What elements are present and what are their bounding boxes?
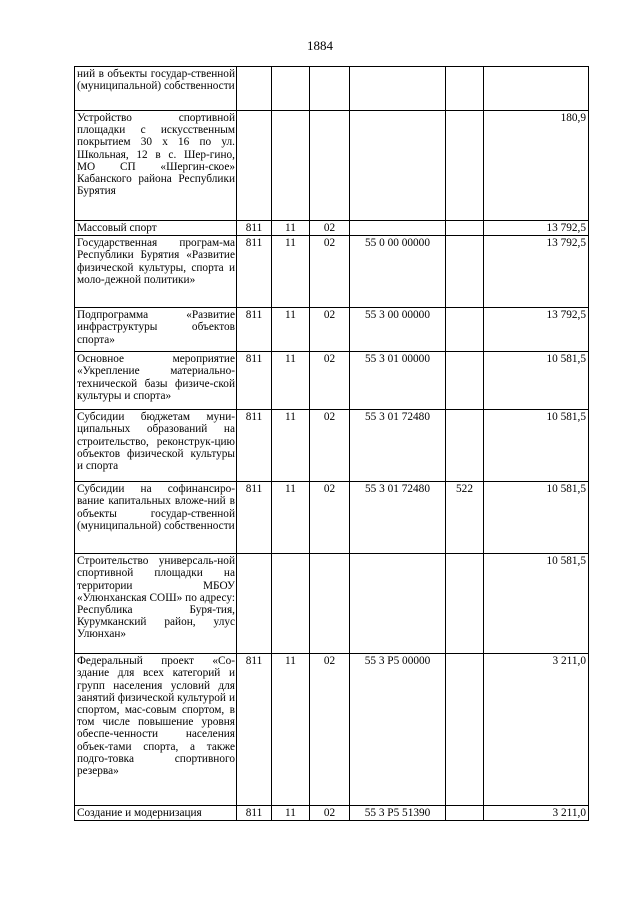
rz-cell: 11 xyxy=(272,654,310,806)
ved-cell: 811 xyxy=(237,352,272,410)
rz-cell: 11 xyxy=(272,308,310,352)
sum-cell xyxy=(484,67,589,111)
row-name-cell: Субсидии на софинансиро-вание капитальных вложе-ний в объекты государ-ственной (муниципальной) собственности xyxy=(75,482,237,554)
ved-cell xyxy=(237,554,272,654)
vr-cell: 522 xyxy=(446,482,484,554)
csr-cell: 55 3 01 00000 xyxy=(350,352,446,410)
table-row xyxy=(75,221,589,236)
csr-cell xyxy=(350,67,446,111)
table-row xyxy=(75,554,589,654)
rz-cell: 11 xyxy=(272,221,310,236)
table-row xyxy=(75,352,589,410)
pr-cell: 02 xyxy=(310,410,350,482)
budget-table xyxy=(74,66,589,821)
vr-cell xyxy=(446,221,484,236)
sum-cell: 13 792,5 xyxy=(484,308,589,352)
csr-cell: 55 3 00 00000 xyxy=(350,308,446,352)
row-name-cell: Подпрограмма «Развитие инфраструктуры объектов спорта» xyxy=(75,308,237,352)
ved-cell: 811 xyxy=(237,410,272,482)
rz-cell: 11 xyxy=(272,806,310,821)
vr-cell xyxy=(446,410,484,482)
row-name-cell: Федеральный проект «Со-здание для всех категорий и групп населения условий для занятий физической культурой и спортом, мас-совым спортом, в том числе повышение уровня обеспе-ченности населения объек-тами спорта, а также подго-товка спортивного резерва» xyxy=(75,654,237,806)
csr-cell xyxy=(350,221,446,236)
sum-cell: 10 581,5 xyxy=(484,554,589,654)
vr-cell xyxy=(446,111,484,221)
ved-cell: 811 xyxy=(237,482,272,554)
rz-cell xyxy=(272,67,310,111)
table-row xyxy=(75,654,589,806)
vr-cell xyxy=(446,308,484,352)
table-row xyxy=(75,236,589,308)
row-name-cell: Устройство спортивной площадки с искусственным покрытием 30 х 16 по ул. Школьная, 12 в с. Шер-гино, МО СП «Шергин-ское» Кабанского района Республики Бурятия xyxy=(75,111,237,221)
table-row xyxy=(75,308,589,352)
sum-cell: 10 581,5 xyxy=(484,352,589,410)
pr-cell: 02 xyxy=(310,654,350,806)
csr-cell xyxy=(350,111,446,221)
vr-cell xyxy=(446,806,484,821)
pr-cell xyxy=(310,111,350,221)
ved-cell: 811 xyxy=(237,221,272,236)
sum-cell: 3 211,0 xyxy=(484,806,589,821)
csr-cell: 55 0 00 00000 xyxy=(350,236,446,308)
pr-cell xyxy=(310,554,350,654)
ved-cell: 811 xyxy=(237,308,272,352)
ved-cell xyxy=(237,111,272,221)
table-row xyxy=(75,482,589,554)
rz-cell: 11 xyxy=(272,352,310,410)
csr-cell: 55 3 P5 51390 xyxy=(350,806,446,821)
row-name-cell: Массовый спорт xyxy=(75,221,237,236)
row-name-cell: Создание и модернизация xyxy=(75,806,237,821)
csr-cell: 55 3 01 72480 xyxy=(350,410,446,482)
pr-cell xyxy=(310,67,350,111)
sum-cell: 10 581,5 xyxy=(484,410,589,482)
vr-cell xyxy=(446,236,484,308)
page-number: 1884 xyxy=(307,38,333,53)
row-name-cell: Государственная програм-ма Республики Бурятия «Развитие физической культуры, спорта и моло-дежной политики» xyxy=(75,236,237,308)
rz-cell: 11 xyxy=(272,236,310,308)
pr-cell: 02 xyxy=(310,308,350,352)
row-name-cell: Субсидии бюджетам муни-ципальных образований на строительство, реконструк-цию объектов физической культуры и спорта xyxy=(75,410,237,482)
table-row xyxy=(75,806,589,821)
pr-cell: 02 xyxy=(310,482,350,554)
table-row xyxy=(75,111,589,221)
csr-cell xyxy=(350,554,446,654)
sum-cell: 3 211,0 xyxy=(484,654,589,806)
table-row xyxy=(75,67,589,111)
sum-cell: 180,9 xyxy=(484,111,589,221)
pr-cell: 02 xyxy=(310,236,350,308)
csr-cell: 55 3 01 72480 xyxy=(350,482,446,554)
pr-cell: 02 xyxy=(310,806,350,821)
row-name-cell: Основное мероприятие «Укрепление материально-технической базы физиче-ской культуры и спорта» xyxy=(75,352,237,410)
sum-cell: 13 792,5 xyxy=(484,221,589,236)
vr-cell xyxy=(446,654,484,806)
sum-cell: 13 792,5 xyxy=(484,236,589,308)
rz-cell: 11 xyxy=(272,410,310,482)
vr-cell xyxy=(446,67,484,111)
vr-cell xyxy=(446,554,484,654)
sum-cell: 10 581,5 xyxy=(484,482,589,554)
ved-cell xyxy=(237,67,272,111)
pr-cell: 02 xyxy=(310,352,350,410)
ved-cell: 811 xyxy=(237,654,272,806)
rz-cell xyxy=(272,554,310,654)
csr-cell: 55 3 P5 00000 xyxy=(350,654,446,806)
row-name-cell: ний в объекты государ-ственной (муниципальной) собственности xyxy=(75,67,237,111)
row-name-cell: Строительство универсаль-ной спортивной площадки на территории МБОУ «Улюнханская СОШ» по адресу: Республика Буря-тия, Курумканский район, улус Улюнхан» xyxy=(75,554,237,654)
ved-cell: 811 xyxy=(237,236,272,308)
vr-cell xyxy=(446,352,484,410)
rz-cell: 11 xyxy=(272,482,310,554)
table-row xyxy=(75,410,589,482)
rz-cell xyxy=(272,111,310,221)
pr-cell: 02 xyxy=(310,221,350,236)
ved-cell: 811 xyxy=(237,806,272,821)
